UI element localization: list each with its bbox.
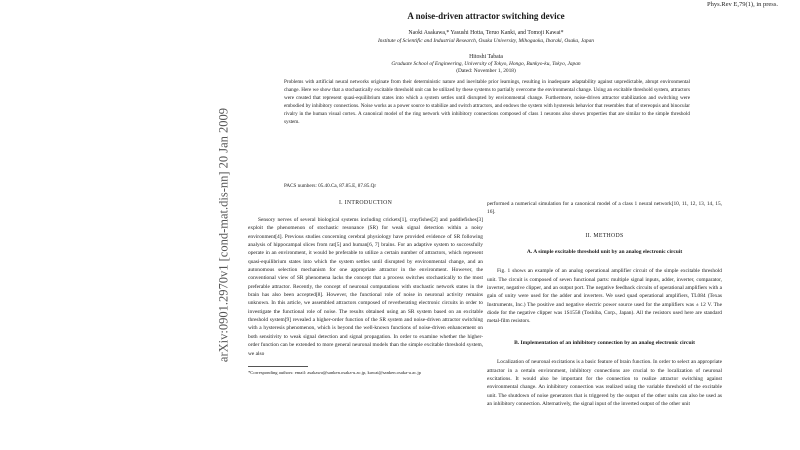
author-second-group: Hitoshi Tabata <box>469 54 503 60</box>
introduction-continuation: performed a numerical simulation for a canonical model of a class 1 neural network[10, 11, 12, 13, 14, 15, 16]. <box>487 201 722 216</box>
corresponding-author-footnote: *Corresponding authors: email: asakawa@sanken.osaka-u.ac.jp, kawai@sanken.osaka-u.ac.jp <box>248 369 421 375</box>
subsection-b-paragraph: Localization of neuronal excitations is a basic feature of brain function. In order to select an appropriate attractor in a certain environment, inhibitory connections are crucial to the localization of neuronal excitations. It would also be important for the connection to realize attractor switching against environmental change. An inhibitory connection was realized using the variable threshold of the excitable unit. The shutdown of noise generators that is triggered by the output of the other units can also be used as an inhibitory connection. Alternatively, the signal input of the inverted output of the other unit <box>487 359 722 407</box>
footnote-divider <box>248 366 308 367</box>
pacs-numbers: PACS numbers: 05.40.Ca, 87.85.E, 87.85.Qr <box>284 183 377 189</box>
subsection-a-paragraph: Fig. 1 shows an example of an analog operational amplifier circuit of the simple excitable threshold unit. The circuit is composed of seven functional parts: multiple signal inputs, adder, inverter, comparator, inverter, negative clipper, and an output port. The negative feedback circuits of operational amplifiers with a gain of unity were used for the adder and inverters. We used quad operational amplifiers, TL084 (Texas Instruments, Inc.) The positive and negative electric power source used for the amplifiers was ± 12 V. The diode for the negative clipper was 1S1558 (Toshiba, Corp., Japan). All the resistors used here are standard metal-film resistors. <box>487 268 722 325</box>
subsection-heading-a: A. A simple excitable threshold unit by an analog electronic circuit <box>526 248 683 255</box>
journal-reference: Phys.Rev E,79(1), in press. <box>707 1 778 8</box>
right-column <box>487 200 722 416</box>
arxiv-identifier: arXiv:0901.2970v1 [cond-mat.dis-nn] 20 Jan 2009 <box>216 107 231 363</box>
arxiv-sidebar <box>214 90 234 380</box>
date-line: (Dated: November 1, 2018) <box>456 68 516 74</box>
introduction-paragraph: Sensory nerves of several biological systems including crickets[1], crayfishes[2] and paddlefishes[3] exploit the phenomenon of stochastic resonance (SR) for weak signal detection within a noisy environment[4]. Previous studies concerning cerebral physiology have provided evidence of SR following analysis of hippocampal slices from rat[5] and human[6, 7] brains. For an adaptive system to successfully operate in an environment, it would be preferable to utilize a certain number of attractors, which represent quasi-equilibrium states into which the system settles until disrupted by environmental change, and an autonomous selection mechanism for one appropriate attractor in the environment. However, the conventional view of SR phenomena lacks the concept that a process switches stochastically to the most preferable attractor. Recently, the concept of neuronal computations with stochastic network states in the brain has also been accepted[8]. However, the functional role of noise in neuronal activity remains unknown. In this article, we assembled attractors composed of reverberating electronic circuits in order to investigate the functional role of noise. The results obtained using an SR system based on an excitable threshold system[9] revealed a higher-order function of the SR system and noise-driven attractor switching with a hysteresis phenomenon, which is beyond the well-known functions of noise-driven enhancement on both sensitivity to weak signal detection and signal propagation. In order to examine whether the higher-order function can be extended to more general neuronal models than the simple excitable threshold system, we also <box>248 217 483 357</box>
author-list: Naoki Asakawa,* Yasushi Hotta, Teruo Kanki, and Tomoji Kawai* <box>408 30 564 36</box>
subsection-heading-b: B. Implementation of an inhibitory connection by an analog electronic circuit <box>514 339 695 346</box>
paper-title: A noise-driven attractor switching device <box>407 11 565 21</box>
affiliation-second: Graduate School of Engineering, University of Tokyo, Hongo, Bunkyo-ku, Tokyo, Japan <box>391 61 581 67</box>
left-column <box>248 200 483 376</box>
section-heading-introduction: I. INTRODUCTION <box>338 200 393 206</box>
abstract: Problems with artificial neural networks originate from their deterministic nature and inevitable prior learnings, resulting in inadequate adaptability against unpredictable, abrupt environmental change. Here we show that a stochastically excitable threshold unit can be utilized by these systems to partially overcome the environmental change. Using an excitable threshold system, attractors were created that represent quasi-equilibrium states into which a system settles until disrupted by environmental change. Furthermore, noise-driven attractor stabilization and switching were embodied by inhibitory connections. Noise works as a power source to stabilize and switch attractors, and endows the system with hysteresis behavior that resembles that of stereopsis and binocular rivalry in the human visual cortex. A canonical model of the ring network with inhibitory connections composed of class 1 neurons also shows properties that are similar to the simple threshold system. <box>284 79 690 126</box>
affiliation: Institute of Scientific and Industrial Research, Osaka University, Mihogaoka, Ibaraki, Osaka, Japan <box>378 38 594 44</box>
section-heading-methods: II. METHODS <box>585 232 624 239</box>
